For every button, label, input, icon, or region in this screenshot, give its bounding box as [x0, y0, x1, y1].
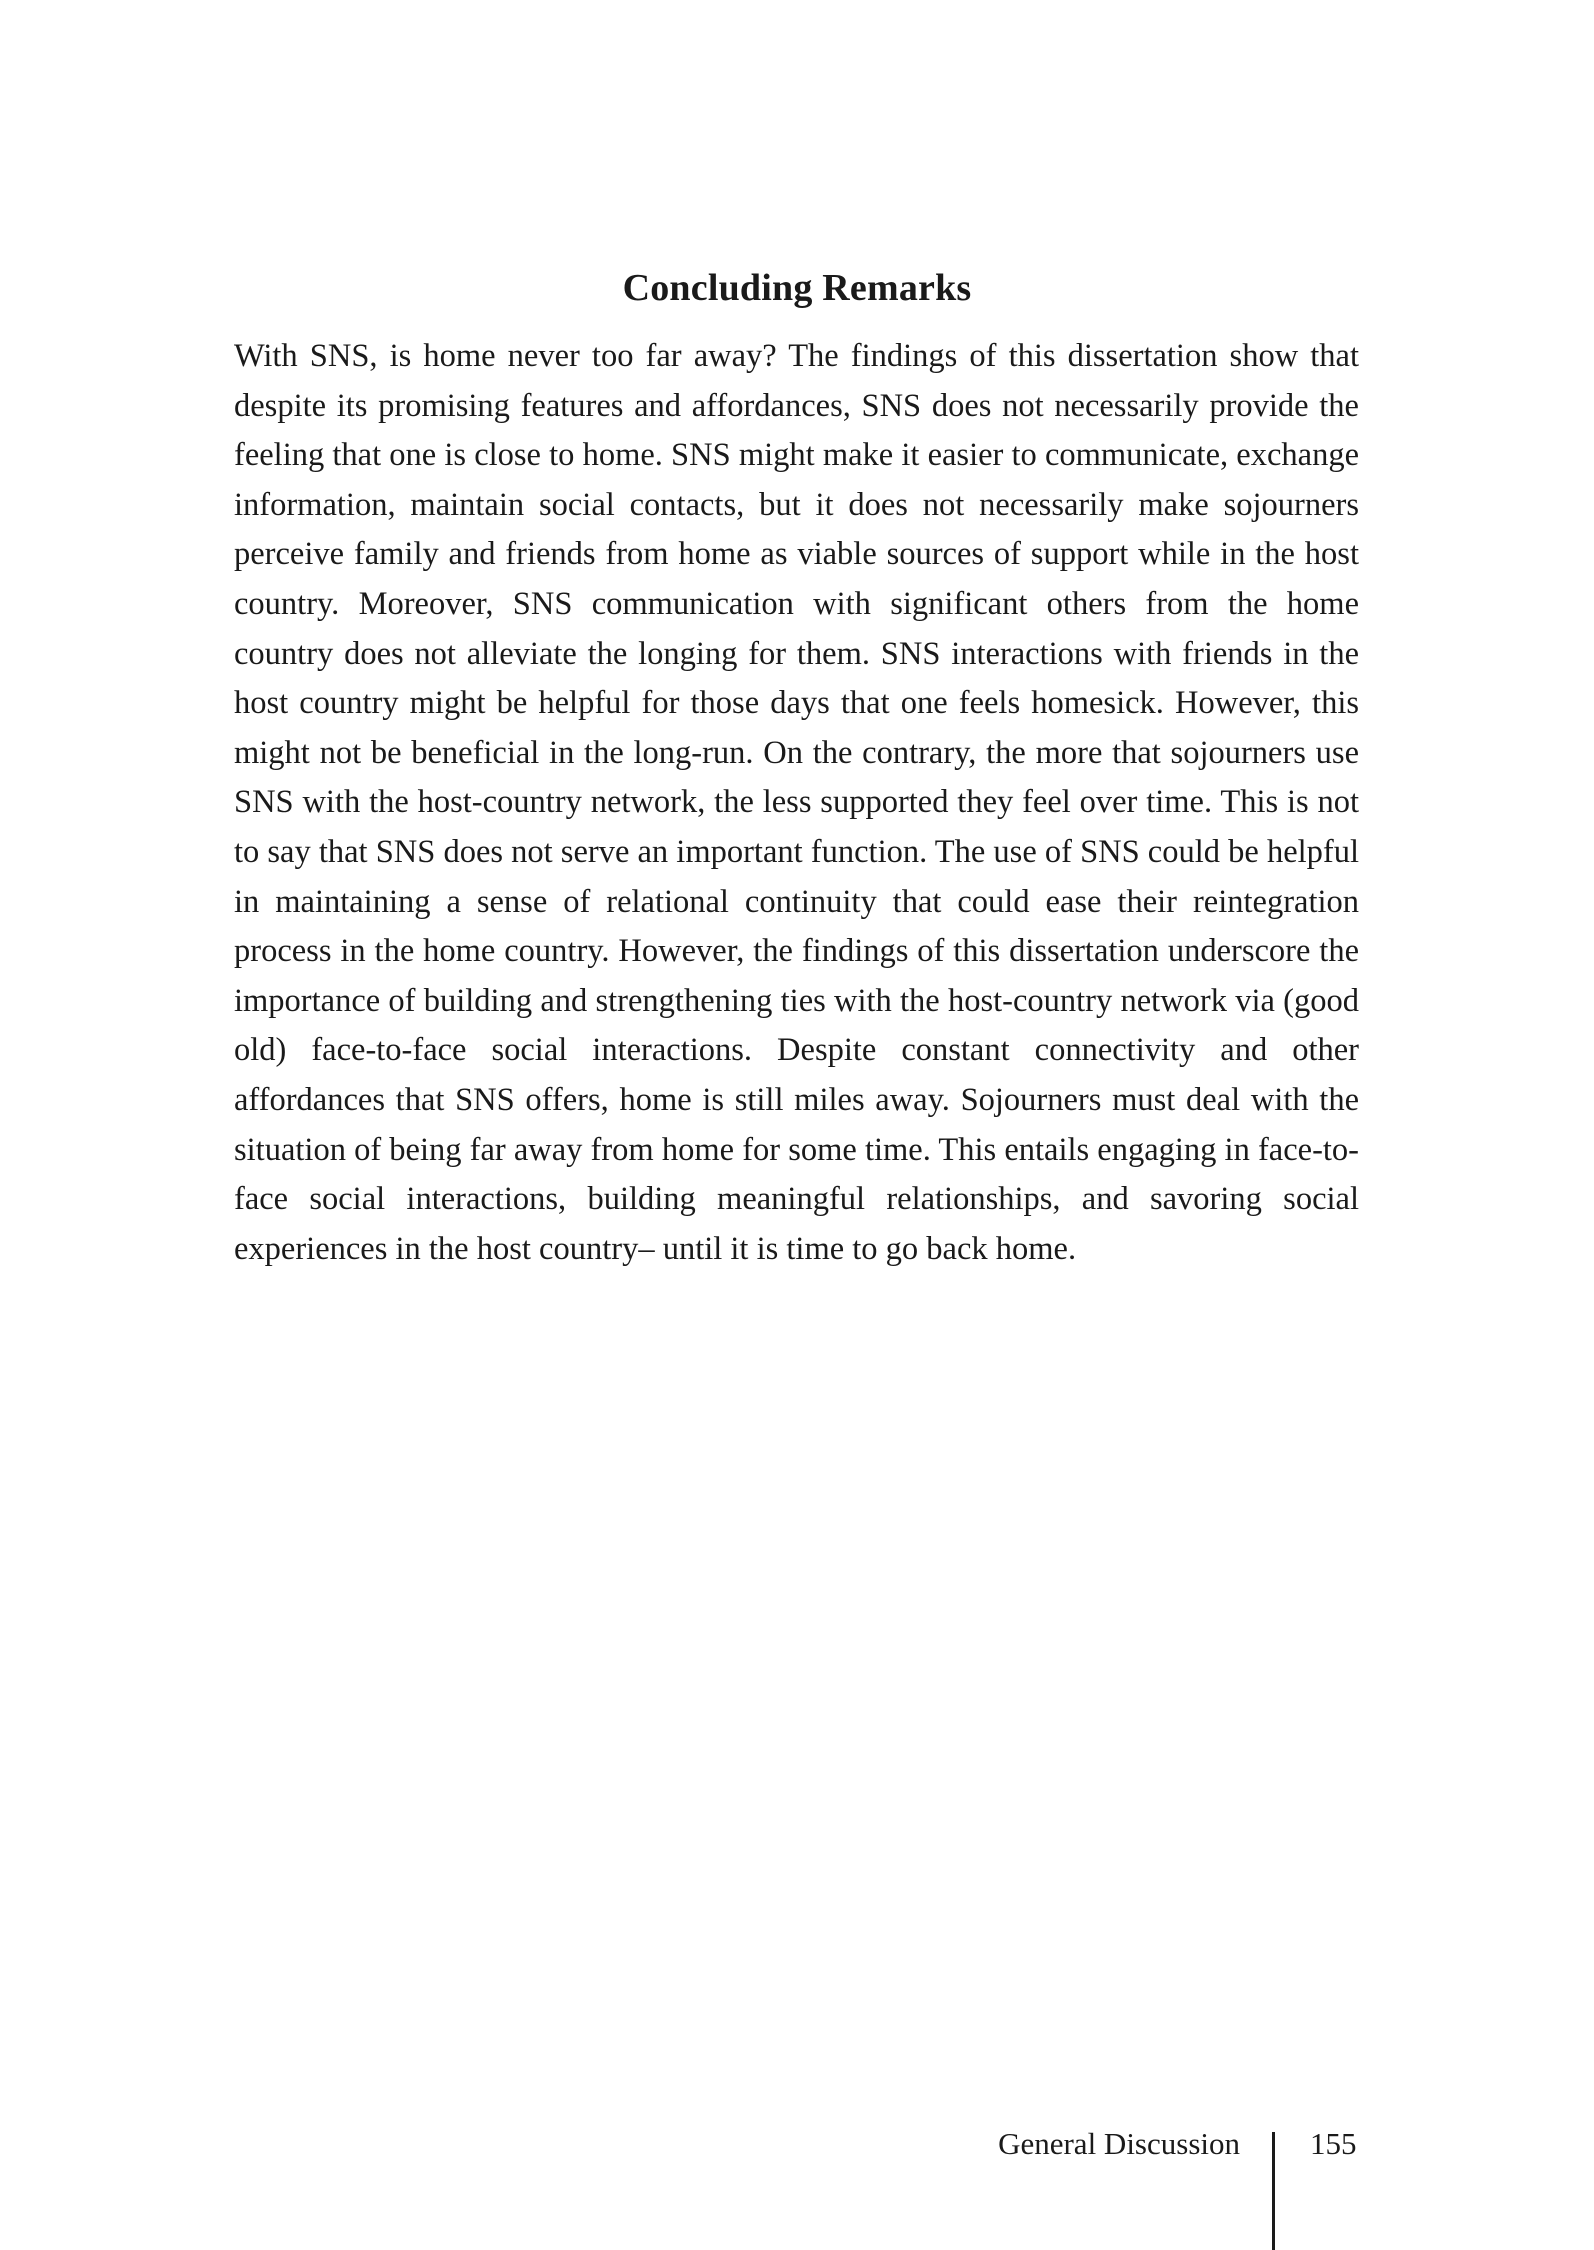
body-paragraph: With SNS, is home never too far away? The findings of this dissertation show that despite its promising features and affordances, SNS does not necessarily provide the feeling that one is close to home. SNS might make it easier to communicate, exchange information, maintain social contacts, but it does not necessarily make sojourners perceive family and friends from home as viable sources of support while in the host country. Moreover, SNS communication with significant others from the home country does not alleviate the longing for them. SNS interactions with friends in the host country might be helpful for those days that one feels homesick. However, this might not be beneficial in the long-run. On the contrary, the more that sojourners use SNS with the host-country network, the less supported they feel over time. This is not to say that SNS does not serve an important function. The use of SNS could be helpful in maintaining a sense of relational continuity that could ease their reintegration process in the home country. However, the findings of this dissertation underscore the importance of building and strengthening ties with the host-country network via (good old) face-to-face social interactions. Despite constant connectivity and other affordances that SNS offers, home is still miles away. Sojourners must deal with the situation of being far away from home for some time. This entails engaging in face-to-face social interactions, building meaningful relationships, and savoring social experiences in the host country– until it is time to go back home. [234, 338, 1359, 1267]
page-number: 155 [1310, 2126, 1357, 2161]
section-heading: Concluding Remarks [622, 266, 972, 309]
footer-divider [1272, 2132, 1275, 2250]
running-footer-title: General Discussion [998, 2126, 1240, 2161]
